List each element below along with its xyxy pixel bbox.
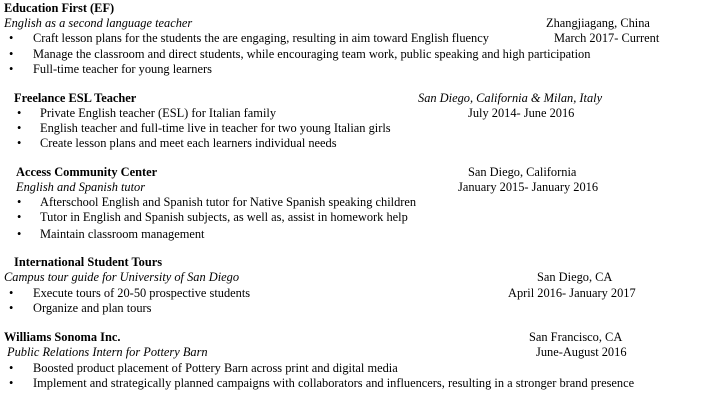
ist-role: Campus tour guide for University of San Diego bbox=[4, 270, 240, 284]
ist-org: International Student Tours bbox=[14, 255, 163, 269]
access-role: English and Spanish tutor bbox=[16, 180, 146, 194]
ef-org: Education First (EF) bbox=[4, 1, 115, 15]
freelance-dates: July 2014- June 2016 bbox=[468, 106, 575, 120]
access-location: San Diego, California bbox=[468, 165, 577, 179]
williams-org: Williams Sonoma Inc. bbox=[4, 330, 121, 344]
ist-location: San Diego, CA bbox=[537, 270, 613, 284]
ef-role: English as a second language teacher bbox=[4, 16, 193, 30]
ef-dates: March 2017- Current bbox=[554, 31, 660, 45]
freelance-location: San Diego, California & Milan, Italy bbox=[418, 91, 603, 105]
ef-location: Zhangjiagang, China bbox=[546, 16, 650, 30]
williams-dates: June-August 2016 bbox=[536, 345, 627, 359]
williams-location: San Francisco, CA bbox=[529, 330, 623, 344]
ist-dates: April 2016- January 2017 bbox=[508, 286, 636, 300]
access-org: Access Community Center bbox=[16, 165, 158, 179]
freelance-org: Freelance ESL Teacher bbox=[14, 91, 137, 105]
williams-role: Public Relations Intern for Pottery Barn bbox=[7, 345, 208, 359]
access-dates: January 2015- January 2016 bbox=[458, 180, 599, 194]
